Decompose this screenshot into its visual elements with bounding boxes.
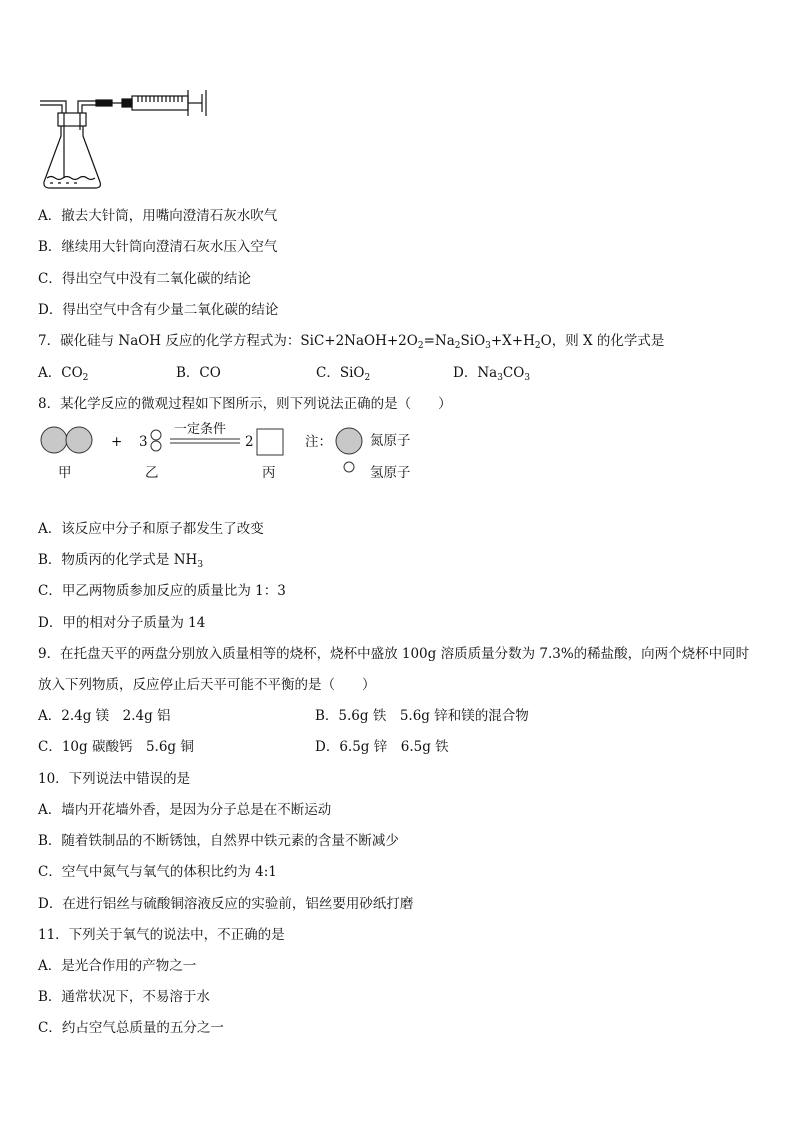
product-box <box>257 429 283 455</box>
q6-option-b: B．继续用大针筒向澄清石灰水压入空气 <box>38 239 278 255</box>
h-atom-circle <box>151 430 161 440</box>
n-atom-circle <box>41 427 67 453</box>
q9-stem-line2: 放入下列物质，反应停止后天平可能不平衡的是（ ） <box>38 677 376 693</box>
q9-option-d: D．6.5g 锌 6.5g 铁 <box>315 739 449 755</box>
legend-h-atom <box>344 462 354 472</box>
q7-option-a: A．$CO_2$ <box>38 365 89 383</box>
q8-option-d: D．甲的相对分子质量为 14 <box>38 615 206 631</box>
q10-stem: 10．下列说法中错误的是 <box>38 771 191 787</box>
q7-o: O <box>540 333 552 349</box>
q9-option-b: B．5.6g 铁 5.6g 锌和镁的混合物 <box>315 708 529 724</box>
q9-option-c: C．10g 碳酸钙 5.6g 铜 <box>38 739 194 755</box>
coef-bing: 2 <box>245 434 254 450</box>
q8-option-a: A．该反应中分子和原子都发生了改变 <box>38 521 264 537</box>
legend-n-atom <box>336 428 362 454</box>
q7-stem-suffix: ，则 X 的化学式是 <box>551 333 665 349</box>
coef-yi: 3 <box>139 434 148 450</box>
q7-option-c: C．SiO$_2$ <box>316 365 371 383</box>
q6-option-d: D．得出空气中含有少量二氧化碳的结论 <box>38 302 279 318</box>
q9-stem-line1: 9．在托盘天平的两盘分别放入质量相等的烧杯，烧杯中盛放 100g 溶质质量分数为 7.3%的稀盐酸，向两个烧杯中同时 <box>38 646 750 662</box>
q7-sio: SiO <box>460 333 486 349</box>
q10-option-a: A．墙内开花墙外香，是因为分子总是在不断运动 <box>38 802 332 818</box>
q11-option-c: C．约占空气总质量的五分之一 <box>38 1020 224 1036</box>
q7-na: Na <box>434 333 455 349</box>
q11-option-b: B．通常状况下，不易溶于水 <box>38 989 210 1005</box>
legend-note: 注： <box>305 434 332 450</box>
reaction-condition: 一定条件 <box>174 422 227 437</box>
q11-stem: 11．下列关于氧气的说法中，不正确的是 <box>38 927 285 943</box>
label-jia: 甲 <box>58 465 72 481</box>
q8-stem: 8．某化学反应的微观过程如下图所示，则下列说法正确的是（ ） <box>38 396 452 412</box>
q9-option-a: A．2.4g 镁 2.4g 铝 <box>38 708 171 724</box>
label-bing: 丙 <box>262 465 276 481</box>
q10-option-d: D．在进行铝丝与硫酸铜溶液反应的实验前，铝丝要用砂纸打磨 <box>38 896 414 912</box>
q7-eq-sign: = <box>423 333 435 349</box>
q6-option-a: A．撤去大针筒，用嘴向澄清石灰水吹气 <box>38 208 278 224</box>
q10-option-c: C．空气中氮气与氧气的体积比约为 4:1 <box>38 864 277 880</box>
q8-reaction-diagram <box>0 0 794 500</box>
q7-sub-h2: 2 <box>534 341 541 351</box>
legend-n-label: 氮原子 <box>370 433 411 449</box>
n-atom-circle <box>66 427 92 453</box>
q7-option-d: D．$Na_3CO_3$ <box>453 365 531 383</box>
q7-sub-na2: 2 <box>454 341 461 351</box>
q8-option-c: C．甲乙两物质参加反应的质量比为 1：3 <box>38 583 286 599</box>
q6-option-c: C．得出空气中没有二氧化碳的结论 <box>38 271 251 287</box>
q7-sub-o2: 2 <box>417 341 424 351</box>
q8-option-b: B．物质丙的化学式是 $NH_3$ <box>38 552 204 570</box>
q11-option-a: A．是光合作用的产物之一 <box>38 958 197 974</box>
q7-xh: +X+H <box>490 333 535 349</box>
label-yi: 乙 <box>145 465 159 481</box>
plus-sign: + <box>111 434 123 450</box>
q7-stem-prefix: 7．碳化硅与 NaOH 反应的化学方程式为：SiC+2NaOH+2O <box>38 333 418 349</box>
q7-sub-o3: 3 <box>485 341 491 351</box>
q7-option-b: B．CO <box>176 365 221 381</box>
h-atom-circle <box>151 441 161 451</box>
q10-option-b: B．随着铁制品的不断锈蚀，自然界中铁元素的含量不断减少 <box>38 833 399 849</box>
legend-h-label: 氢原子 <box>370 465 411 481</box>
